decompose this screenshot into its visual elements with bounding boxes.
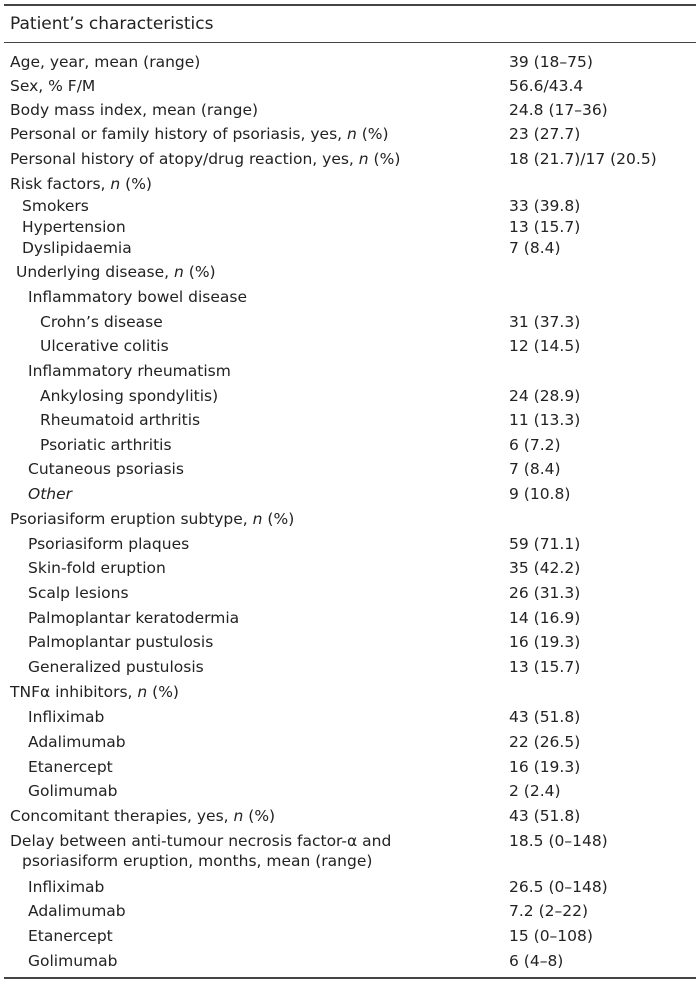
row-label: Inflammatory bowel disease (28, 288, 248, 306)
row-label: Ulcerative colitis (40, 337, 169, 355)
row-value: 2 (2.4) (509, 782, 561, 800)
row-label-continued: psoriasiform eruption, months, mean (range) (22, 852, 373, 870)
row-label: Palmoplantar keratodermia (28, 609, 240, 627)
row-label: TNFα inhibitors, n (%) (10, 683, 179, 701)
row-value: 12 (14.5) (509, 337, 581, 355)
row-label: Other (28, 485, 73, 503)
row-value: 59 (71.1) (509, 535, 581, 553)
row-value: 24.8 (17–36) (509, 101, 608, 119)
row-label: Generalized pustulosis (28, 658, 204, 676)
table-header: Patient’s characteristics (10, 14, 214, 34)
row-label: Underlying disease, n (%) (16, 263, 216, 281)
row-value: 26 (31.3) (509, 584, 581, 602)
table-bottom-rule (4, 977, 696, 979)
row-value: 9 (10.8) (509, 485, 571, 503)
row-label: Sex, % F/M (10, 77, 96, 95)
row-label: Ankylosing spondylitis) (40, 387, 219, 405)
row-value: 7 (8.4) (509, 239, 561, 257)
row-value: 14 (16.9) (509, 609, 581, 627)
row-value: 56.6/43.4 (509, 77, 584, 95)
row-label: Etanercept (28, 758, 113, 776)
row-value: 39 (18–75) (509, 53, 593, 71)
row-value: 35 (42.2) (509, 559, 581, 577)
row-value: 33 (39.8) (509, 197, 581, 215)
row-value: 31 (37.3) (509, 313, 581, 331)
row-label: Delay between anti-tumour necrosis factor-α and (10, 832, 392, 850)
row-label: Psoriasiform plaques (28, 535, 190, 553)
row-label: Body mass index, mean (range) (10, 101, 259, 119)
row-value: 13 (15.7) (509, 218, 581, 236)
row-label: Psoriatic arthritis (40, 436, 172, 454)
row-label: Palmoplantar pustulosis (28, 633, 214, 651)
row-label: Psoriasiform eruption subtype, n (%) (10, 510, 295, 528)
row-label: Personal history of atopy/drug reaction, yes, n (%) (10, 150, 401, 168)
row-label: Inflammatory rheumatism (28, 362, 231, 380)
row-value: 6 (7.2) (509, 436, 561, 454)
row-label: Golimumab (28, 952, 118, 970)
row-label: Infliximab (28, 878, 105, 896)
row-label: Adalimumab (28, 902, 126, 920)
row-value: 7 (8.4) (509, 460, 561, 478)
row-label: Crohn’s disease (40, 313, 163, 331)
row-value: 7.2 (2–22) (509, 902, 589, 920)
row-label: Hypertension (22, 218, 126, 236)
row-value: 13 (15.7) (509, 658, 581, 676)
row-value: 16 (19.3) (509, 758, 581, 776)
row-label: Age, year, mean (range) (10, 53, 201, 71)
row-value: 11 (13.3) (509, 411, 581, 429)
row-label: Smokers (22, 197, 89, 215)
row-value: 22 (26.5) (509, 733, 581, 751)
row-value: 16 (19.3) (509, 633, 581, 651)
row-value: 43 (51.8) (509, 708, 581, 726)
row-label: Etanercept (28, 927, 113, 945)
row-value: 43 (51.8) (509, 807, 581, 825)
row-label: Scalp lesions (28, 584, 129, 602)
row-label: Adalimumab (28, 733, 126, 751)
row-value: 6 (4–8) (509, 952, 564, 970)
table-top-rule (4, 4, 696, 6)
row-label: Skin-fold eruption (28, 559, 166, 577)
row-value: 18.5 (0–148) (509, 832, 608, 850)
row-value: 15 (0–108) (509, 927, 593, 945)
row-label: Infliximab (28, 708, 105, 726)
row-value: 26.5 (0–148) (509, 878, 608, 896)
row-label: Personal or family history of psoriasis, yes, n (%) (10, 125, 389, 143)
row-value: 23 (27.7) (509, 125, 581, 143)
row-label: Concomitant therapies, yes, n (%) (10, 807, 276, 825)
header-rule (4, 42, 696, 43)
row-label: Cutaneous psoriasis (28, 460, 184, 478)
row-label: Risk factors, n (%) (10, 175, 152, 193)
row-label: Dyslipidaemia (22, 239, 132, 257)
row-value: 24 (28.9) (509, 387, 581, 405)
row-value: 18 (21.7)/17 (20.5) (509, 150, 657, 168)
row-label: Rheumatoid arthritis (40, 411, 201, 429)
row-label: Golimumab (28, 782, 118, 800)
